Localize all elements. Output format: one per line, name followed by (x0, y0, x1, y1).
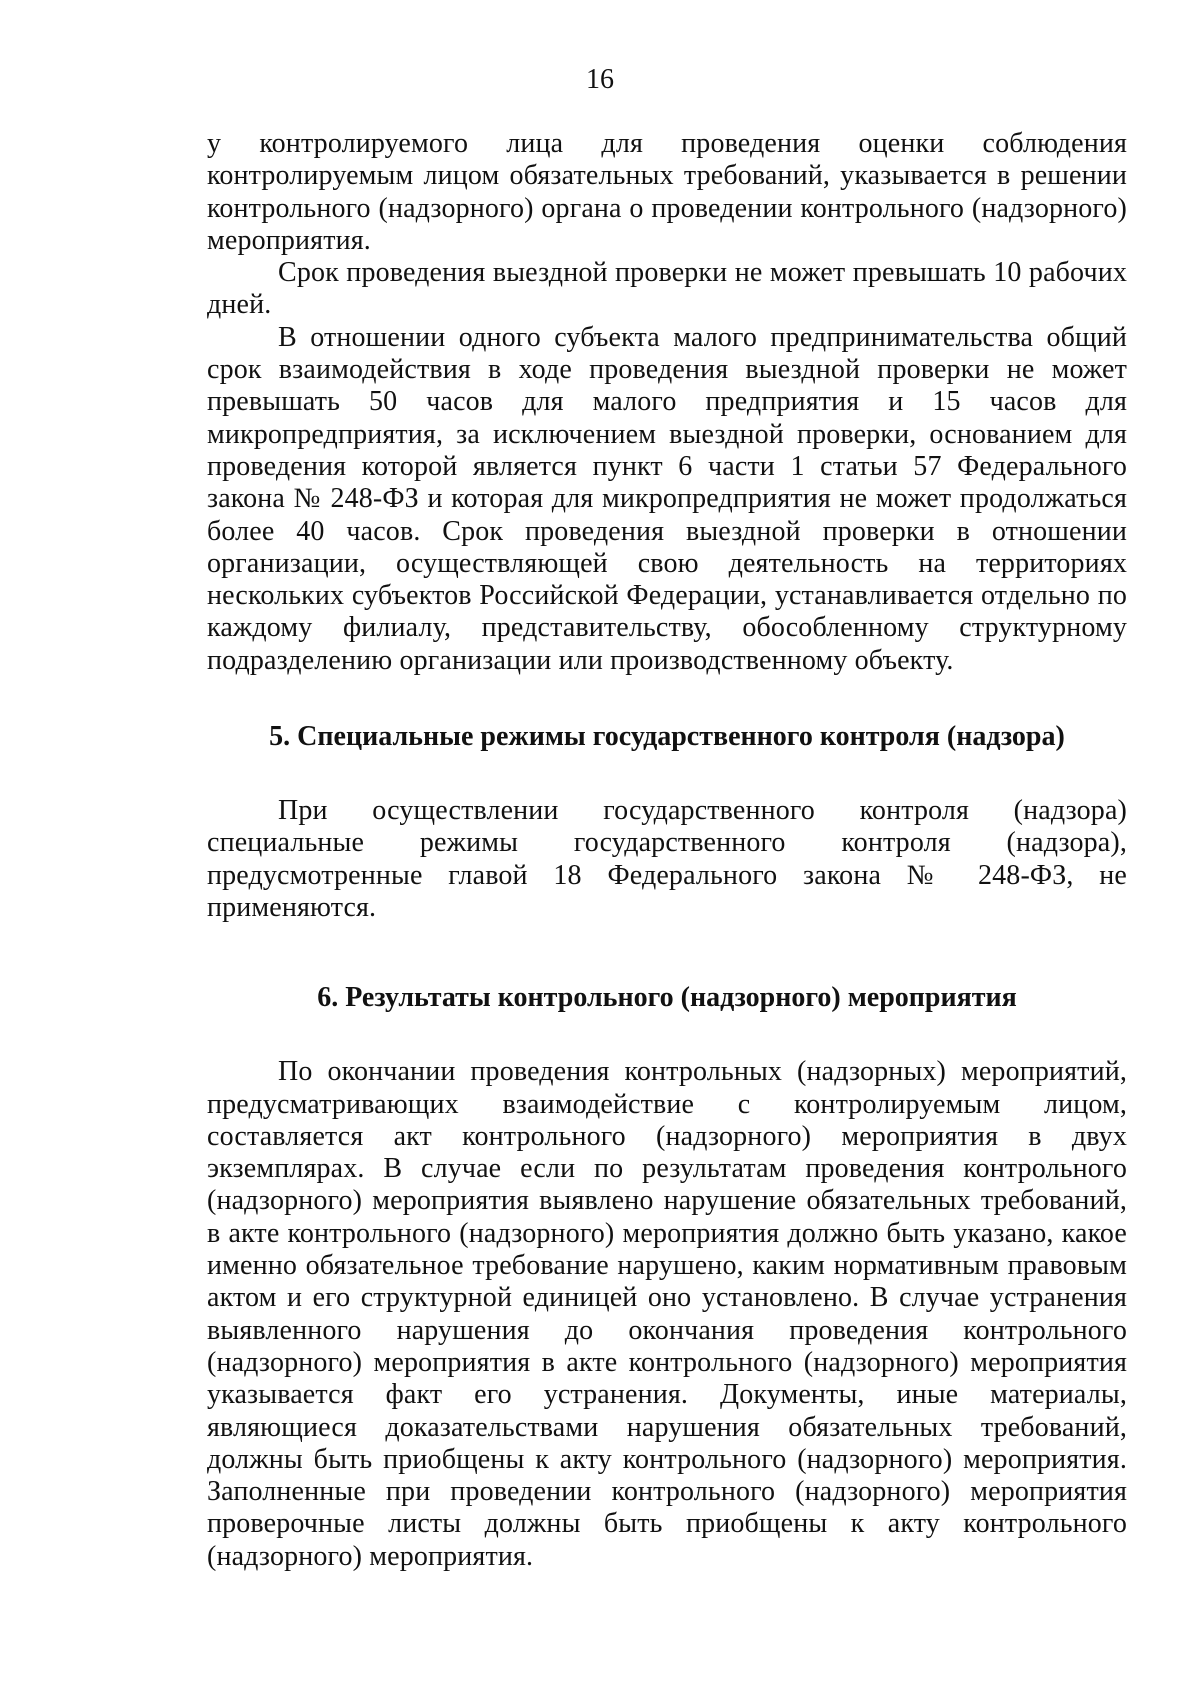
section-6-paragraph: По окончании проведения контрольных (надзорных) мероприятий, предусматривающих взаимодействие с контролируемым лицом, составляется акт контрольного (надзорного) мероприятия в двух экземплярах. В случае если по результатам проведения контрольного (надзорного) мероприятия выявлено нарушение обязательных требований, в акте контрольного (надзорного) мероприятия должно быть указано, какое именно обязательное требование нарушено, каким нормативным правовым актом и его структурной единицей оно установлено. В случае устранения выявленного нарушения до окончания проведения контрольного (надзорного) мероприятия в акте контрольного (надзорного) мероприятия указывается факт его устранения. Документы, иные материалы, являющиеся доказательствами нарушения обязательных требований, должны быть приобщены к акту контрольного (надзорного) мероприятия. Заполненные при проведении контрольного (надзорного) мероприятия проверочные листы должны быть приобщены к акту контрольного (надзорного) мероприятия. (207, 1056, 1127, 1572)
section-6-heading: 6. Результаты контрольного (надзорного) мероприятия (317, 982, 1017, 1014)
paragraph-small-business-term: В отношении одного субъекта малого предпринимательства общий срок взаимодействия в ходе проведения выездной проверки не может превышать 50 часов для малого предприятия и 15 часов для микропредприятия, за исключением выездной проверки, основанием для проведения которой является пункт 6 части 1 статьи 57 Федерального закона № 248-ФЗ и которая для микропредприятия не может продолжаться более 40 часов. Срок проведения выездной проверки в отношении организации, осуществляющей свою деятельность на территориях нескольких субъектов Российской Федерации, устанавливается отдельно по каждому филиалу, представительству, обособленному структурному подразделению организации или производственному объекту. (207, 321, 1127, 676)
page-number: 16 (586, 64, 614, 95)
section-5-heading: 5. Специальные режимы государственного контроля (надзора) (269, 721, 1065, 753)
document-body (207, 128, 1127, 1573)
paragraph-inspection-term: Срок проведения выездной проверки не может превышать 10 рабочих дней. (207, 257, 1127, 321)
section-5-paragraph: При осуществлении государственного контроля (надзора) специальные режимы государственного контроля (надзора), предусмотренные главой 18 Федерального закона № 248-ФЗ, не применяются. (207, 795, 1127, 923)
paragraph-continuation: у контролируемого лица для проведения оценки соблюдения контролируемым лицом обязательных требований, указывается в решении контрольного (надзорного) органа о проведении контрольного (надзорного) мероприятия. (207, 128, 1127, 256)
